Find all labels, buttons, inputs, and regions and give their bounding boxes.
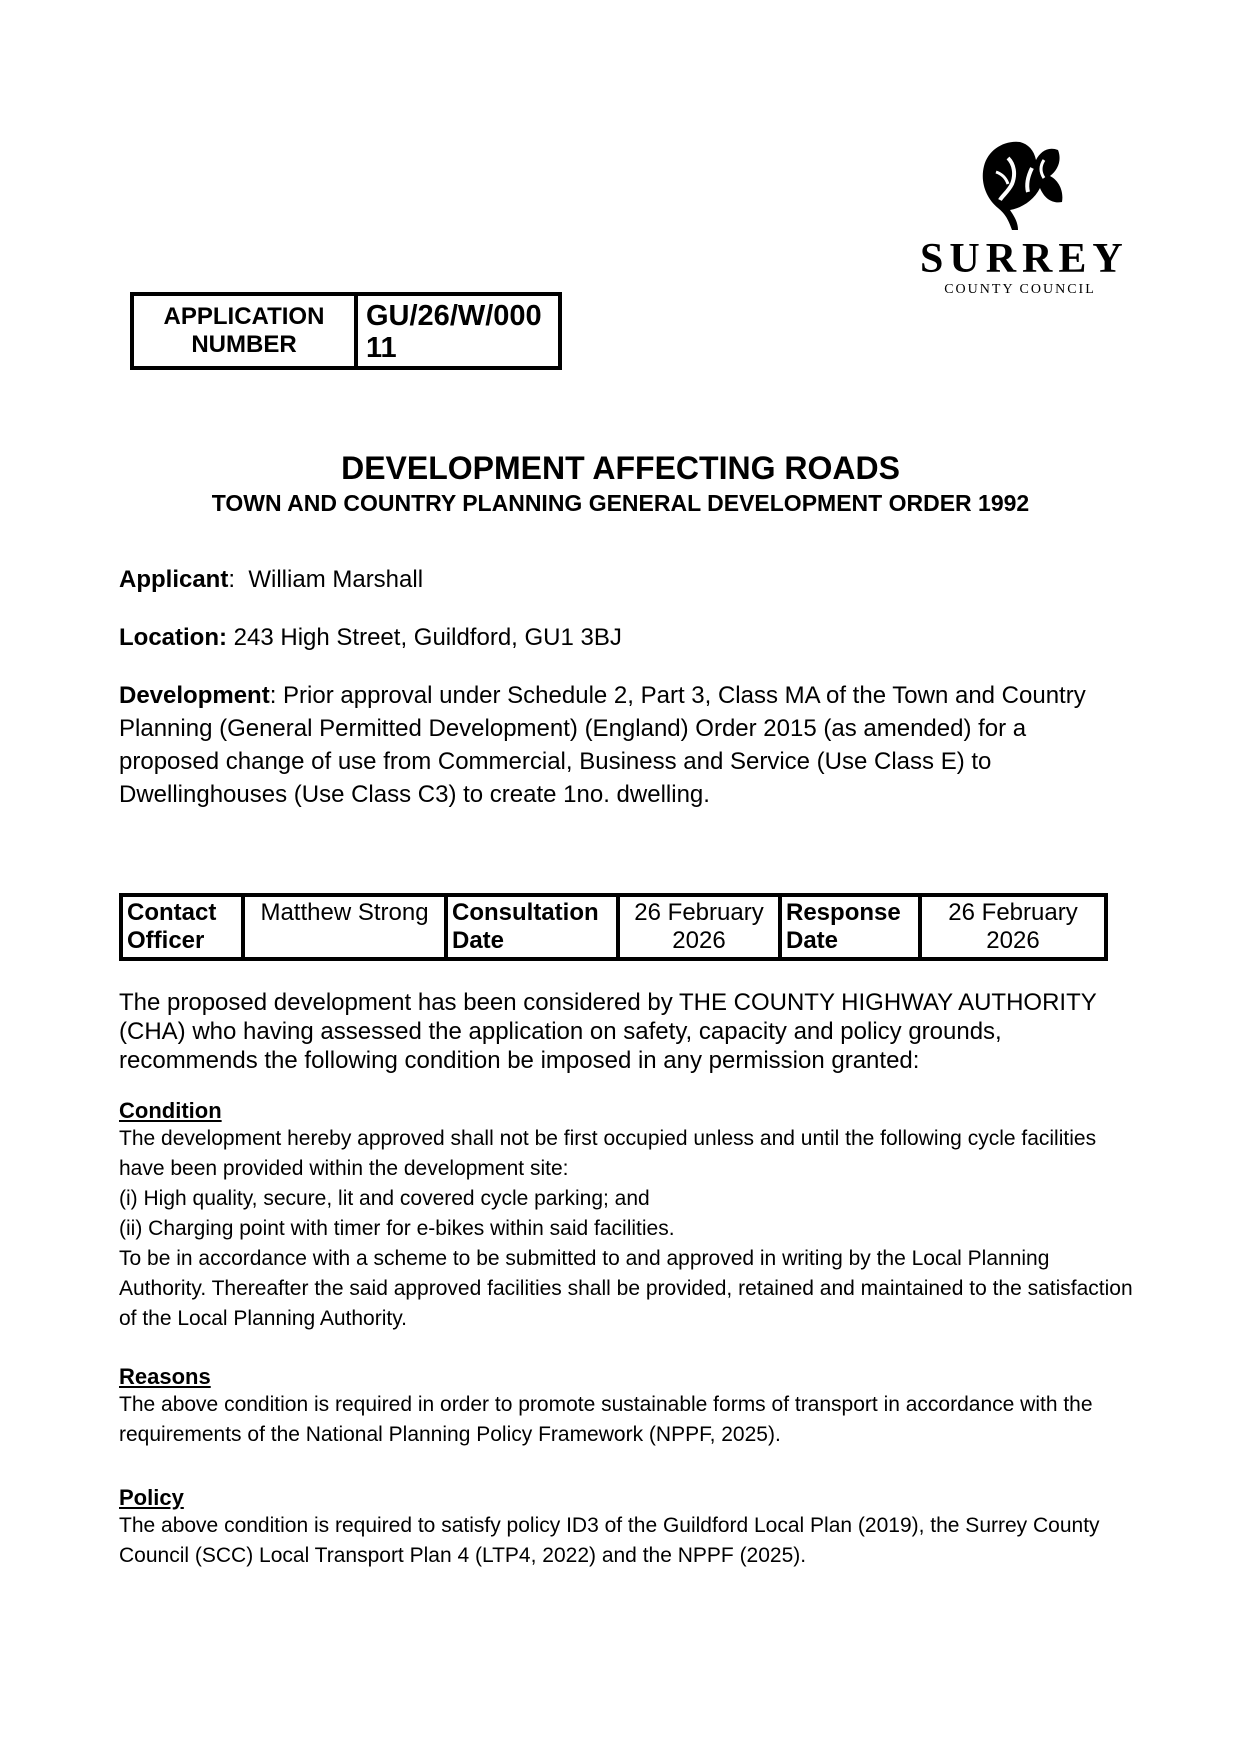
logo-subtitle: COUNTY COUNCIL [944,282,1096,297]
logo-wordmark: SURREY [920,236,1129,282]
application-number-box [130,292,562,370]
development-label: Development [119,682,270,709]
policy-heading: Policy [119,1485,184,1510]
page-title: DEVELOPMENT AFFECTING ROADS [341,450,900,486]
applicant-value: William Marshall [248,566,424,593]
page-subtitle: TOWN AND COUNTRY PLANNING GENERAL DEVELOPMENT ORDER 1992 [211,490,1030,516]
consultation-date-value: 26 February 2026 [618,895,780,959]
application-number-label: APPLICATION NUMBER [134,296,358,366]
condition-line-2: (i) High quality, secure, lit and covered cycle parking; and [119,1187,650,1210]
surrey-logo [920,138,1129,298]
condition-section [119,1098,1139,1334]
contact-officer-value: Matthew Strong [243,895,446,959]
location-line [119,621,1129,654]
consultation-date-label: Consultation Date [446,895,618,959]
development-paragraph: Development: Prior approval under Schedule 2, Part 3, Class MA of the Town and Country Planning (General Permitted Development) (England) Order 2015 (as amended) for a proposed change of use from Commercial, Business and Service (Use Class E) to Dwellinghouses (Use Class C3) to create 1no. dwelling. [119,682,1086,808]
reasons-heading: Reasons [119,1364,211,1389]
reasons-text: The above condition is required in order to promote sustainable forms of transport in accordance with the requirements of the National Planning Policy Framework (NPPF, 2025). [119,1393,1093,1446]
applicant-line: Applicant: William Marshall [119,566,424,593]
response-date-value: 26 February 2026 [920,895,1106,959]
condition-line-1: The development hereby approved shall not be first occupied unless and until the following cycle facilities have been provided within the development site: [119,1127,1097,1180]
policy-section [119,1485,1139,1571]
condition-line-4: To be in accordance with a scheme to be submitted to and approved in writing by the Local Planning Authority. Thereafter the said approved facilities shall be provided, retained and maintained to the satisfaction of the Local Planning Authority. [119,1247,1133,1330]
contact-table [119,893,1108,961]
table-row [121,895,1106,959]
response-date-label: Response Date [780,895,920,959]
intro-paragraph: The proposed development has been considered by THE COUNTY HIGHWAY AUTHORITY (CHA) who having assessed the application on safety, capacity and policy grounds, recommends the following condition be imposed in any permission granted: [119,989,1097,1074]
applicant-label: Applicant [119,566,229,593]
development-value: Prior approval under Schedule 2, Part 3, Class MA of the Town and Country Planning (General Permitted Development) (England) Order 2015 (as amended) for a proposed change of use from Commercial, Business and Service (Use Class E) to Dwellinghouses (Use Class C3) to create 1no. dwelling. [119,682,1086,808]
location-label: Location: [119,624,227,651]
condition-heading: Condition [119,1098,222,1123]
location-value: 243 High Street, Guildford, GU1 3BJ [233,624,622,651]
condition-line-3: (ii) Charging point with timer for e-bikes within said facilities. [119,1217,675,1240]
policy-text: The above condition is required to satisfy policy ID3 of the Guildford Local Plan (2019), the Surrey County Council (SCC) Local Transport Plan 4 (LTP4, 2022) and the NPPF (2025). [119,1514,1100,1567]
reasons-section [119,1364,1139,1450]
contact-officer-label: Contact Officer [121,895,243,959]
application-number-value: GU/26/W/00011 [366,300,542,364]
oak-leaf-icon [974,138,1066,234]
